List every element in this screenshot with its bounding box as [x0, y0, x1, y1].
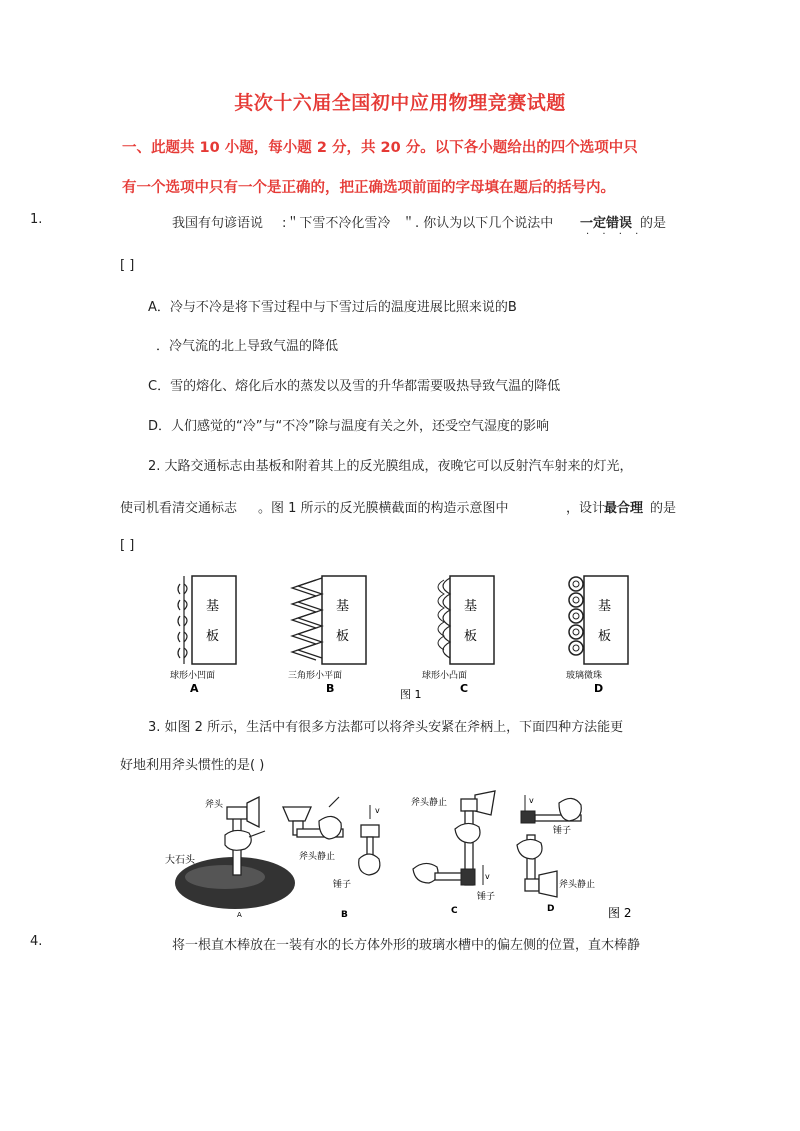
fig2-c-axe-still-label: 斧头静止 [411, 798, 448, 808]
q1-number: 1. [30, 212, 43, 227]
figure-1 [160, 570, 640, 705]
q1-emphasis-dots: · · · · [586, 229, 644, 240]
fig1-c-base-char2: 板 [464, 629, 478, 644]
fig2-a-axe-head-label: 斧头 [205, 800, 224, 810]
fig2-b-letter: B [341, 910, 348, 920]
fig2-c-hammer-label: 锤子 [477, 892, 496, 902]
fig2-a-stone-label: 大石头 [165, 855, 195, 866]
q1-stem-part1: 我国有句谚语说 [172, 216, 264, 231]
fig1-b-letter: B [326, 682, 335, 695]
q2-stem-end: 的是 [650, 501, 677, 516]
fig2-b-axe-still-label: 斧头静止 [299, 852, 336, 862]
fig1-a-base-char2: 板 [206, 629, 220, 644]
q1-stem-part2: :＂下雪不冷化雪冷 [282, 216, 391, 231]
fig1-panel-a [170, 576, 236, 695]
fig1-a-base-char1: 基 [206, 599, 220, 614]
fig2-b-v-label: v [375, 806, 380, 815]
page-title: 其次十六届全国初中应用物理竞赛试题 [234, 92, 566, 114]
q2-stem-line1: 2. 大路交通标志由基板和附着其上的反光膜组成，夜晚它可以反射汽车射来的灯光， [148, 459, 633, 474]
fig1-panel-d [566, 576, 628, 695]
q3-stem-line1: 3. 如图 2 所示，生活中有很多方法都可以将斧头安紧在斧柄上，下面四种方法能更 [148, 720, 624, 735]
fig2-panel-c [411, 791, 495, 916]
q4-number: 4. [30, 934, 43, 949]
fig2-c-v-label: v [485, 872, 490, 881]
q2-emphasis: 最合理 [604, 501, 644, 516]
q1-option-c: C．雪的熔化、熔化后水的蒸发以及雪的升华都需要吸热导致气温的降低 [148, 379, 561, 394]
fig1-b-base-char2: 板 [336, 629, 350, 644]
fig2-panel-a [165, 797, 295, 919]
q2-stem-line2-part3: ，设计 [566, 501, 606, 516]
fig1-c-caption: 球形小凸面 [422, 671, 468, 681]
fig1-b-caption: 三角形小平面 [288, 671, 343, 681]
fig2-c-letter: C [451, 906, 458, 916]
fig2-d-axe-still-label: 斧头静止 [559, 880, 596, 890]
section-instructions-line2: 有一个选项中只有一个是正确的，把正确选项前面的字母填在题后的括号内。 [122, 180, 615, 196]
section-instructions-line1: 一、此题共 10 小题，每小题 2 分，共 20 分。以下各小题给出的四个选项中只 [122, 140, 638, 156]
q1-stem-part3: ＂. 你认为以下几个说法中 [402, 216, 554, 231]
q2-stem-line2-part1: 使司机看清交通标志 [120, 501, 238, 516]
fig1-c-base-char1: 基 [464, 599, 478, 614]
fig1-a-letter: A [190, 682, 199, 695]
fig1-caption: 图 1 [400, 688, 422, 701]
q1-option-d: D．人们感觉的“冷”与“不冷”除与温度有关之外，还受空气湿度的影响 [148, 419, 549, 434]
fig1-panel-c [422, 576, 494, 695]
fig2-d-letter: D [547, 904, 555, 914]
fig2-panel-b [283, 797, 380, 920]
q3-stem-line2[interactable]: 好地利用斧头惯性的是( ) [120, 758, 265, 773]
fig2-panel-d [517, 795, 595, 914]
fig2-d-v-label: v [529, 796, 534, 805]
q4-stem: 将一根直木棒放在一装有水的长方体外形的玻璃水槽中的偏左侧的位置，直木棒静 [172, 938, 641, 953]
fig1-d-caption: 玻璃微珠 [566, 671, 603, 681]
q1-option-b: ．冷气流的北上导致气温的降低 [156, 339, 339, 354]
fig1-d-letter: D [594, 682, 604, 695]
fig2-caption: 图 2 [608, 906, 632, 920]
q1-option-a: A．冷与不冷是将下雪过程中与下雪过后的温度进展比照来说的B [148, 300, 517, 315]
figure-2 [165, 785, 635, 925]
fig1-d-base-char2: 板 [598, 629, 612, 644]
q1-emphasis: 一定错误 [580, 216, 633, 231]
q2-answer-bracket[interactable]: [ ] [120, 538, 135, 553]
fig2-b-hammer-label: 锤子 [333, 880, 352, 890]
fig1-a-caption: 球形小凹面 [170, 671, 216, 681]
q1-answer-bracket[interactable]: [ ] [120, 258, 135, 273]
fig2-d-hammer-label: 锤子 [553, 826, 572, 836]
fig1-c-letter: C [460, 682, 469, 695]
fig1-panel-b [288, 576, 366, 695]
q1-stem-end: 的是 [640, 216, 667, 231]
q2-stem-line2-part2: 。图 1 所示的反光膜横截面的构造示意图中 [258, 501, 509, 516]
fig1-b-base-char1: 基 [336, 599, 350, 614]
fig1-d-base-char1: 基 [598, 599, 612, 614]
fig2-a-letter: A [237, 911, 242, 919]
